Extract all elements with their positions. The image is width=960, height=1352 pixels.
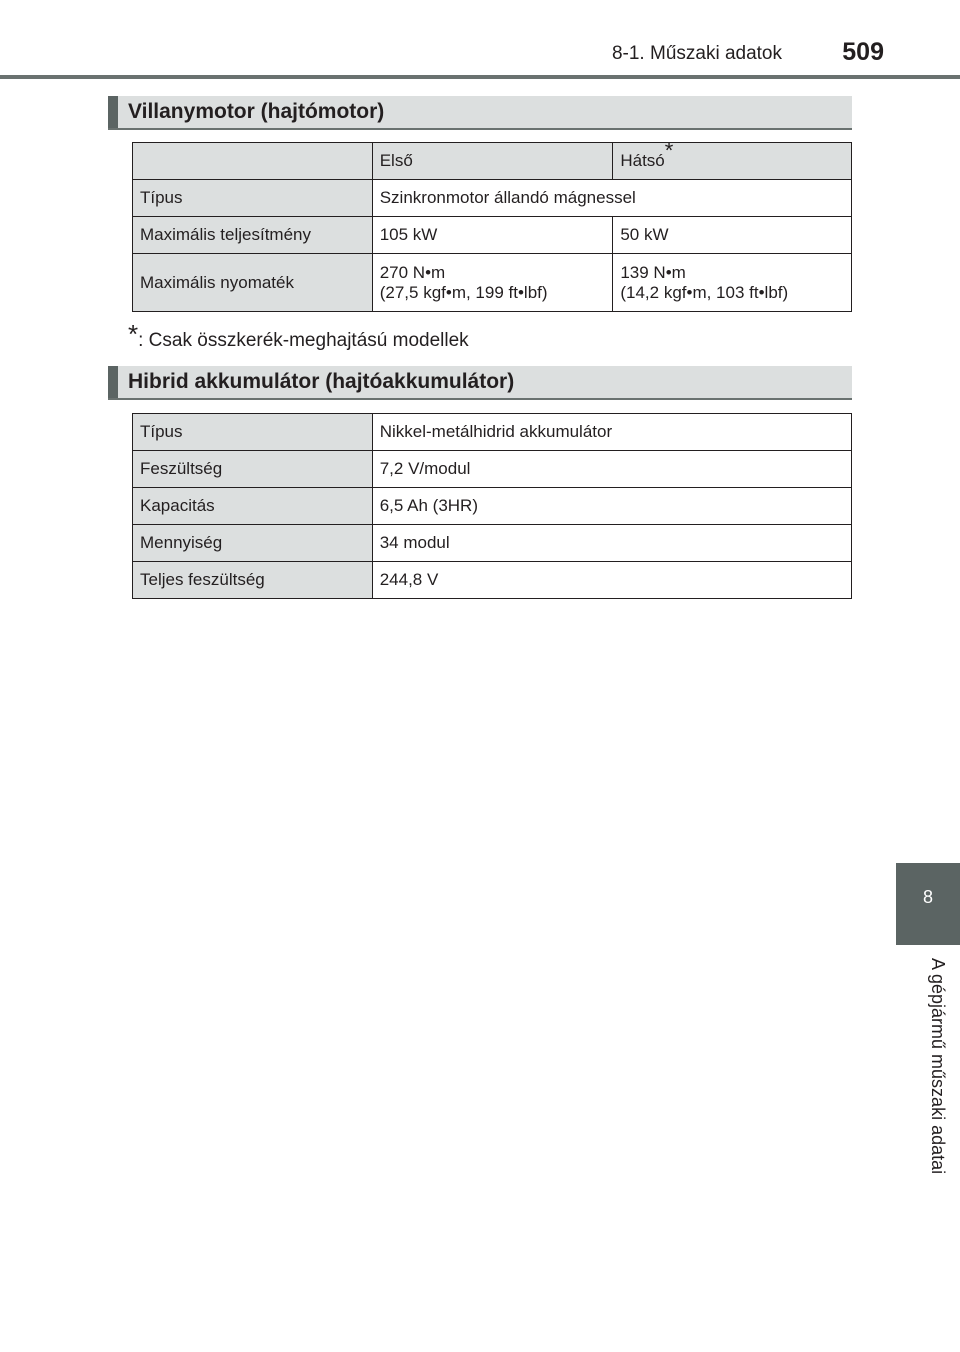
rear-column-label: Hátsó xyxy=(620,151,665,170)
row-value-rear: 50 kW xyxy=(613,217,852,254)
value-line: 270 N•m xyxy=(379,262,446,282)
battery-heading-text: Hibrid akkumulátor (hajtóakkumulátor) xyxy=(128,370,515,393)
table-row xyxy=(133,525,852,562)
row-value: Nikkel-metálhidrid akkumulátor xyxy=(372,414,851,451)
row-label: Feszültség xyxy=(133,451,373,488)
header-rule xyxy=(0,75,960,79)
page-number: 509 xyxy=(842,38,884,66)
table-header-cell xyxy=(613,138,852,180)
footnote-text: : Csak összkerék-meghajtású modellek xyxy=(138,330,469,351)
chapter-tab[interactable] xyxy=(896,863,960,945)
row-value: Szinkronmotor állandó mágnessel xyxy=(372,180,851,217)
heading-bar xyxy=(108,366,118,398)
row-value-front: 105 kW xyxy=(372,217,613,254)
table-row xyxy=(133,488,852,525)
table-row xyxy=(133,414,852,451)
chapter-label: A gépjármű műszaki adatai xyxy=(928,958,948,1175)
table-row xyxy=(133,562,852,599)
header-section-title: 8-1. Műszaki adatok xyxy=(611,43,782,64)
motor-section-heading xyxy=(108,96,852,130)
value-line: (14,2 kgf•m, 103 ft•lbf) xyxy=(620,282,789,302)
motor-spec-table xyxy=(132,138,852,312)
battery-section-heading xyxy=(108,366,852,400)
row-label: Típus xyxy=(133,180,373,217)
table-row xyxy=(133,254,852,312)
row-value: 7,2 V/modul xyxy=(372,451,851,488)
row-label: Kapacitás xyxy=(133,488,373,525)
row-label: Típus xyxy=(133,414,373,451)
row-value: 6,5 Ah (3HR) xyxy=(372,488,851,525)
table-header-cell: Első xyxy=(372,143,613,180)
row-value: 244,8 V xyxy=(372,562,851,599)
chapter-number: 8 xyxy=(922,887,933,907)
battery-spec-table xyxy=(132,413,852,599)
table-row xyxy=(133,217,852,254)
row-label: Maximális nyomaték xyxy=(133,254,373,312)
value-line: 139 N•m xyxy=(620,262,686,282)
row-value: 34 modul xyxy=(372,525,851,562)
row-value-rear xyxy=(613,254,852,312)
row-label: Maximális teljesítmény xyxy=(133,217,373,254)
value-line: (27,5 kgf•m, 199 ft•lbf) xyxy=(379,282,548,302)
footnote-star: * xyxy=(128,319,139,349)
row-label: Mennyiség xyxy=(133,525,373,562)
row-value-front xyxy=(372,254,613,312)
footnote xyxy=(128,319,469,353)
table-row xyxy=(133,451,852,488)
motor-heading-text: Villanymotor (hajtómotor) xyxy=(128,100,385,123)
footnote-mark: * xyxy=(664,138,674,163)
row-label: Teljes feszültség xyxy=(133,562,373,599)
heading-bar xyxy=(108,96,118,128)
table-row xyxy=(133,180,852,217)
table-header-cell xyxy=(133,143,373,180)
table-row xyxy=(133,143,852,180)
